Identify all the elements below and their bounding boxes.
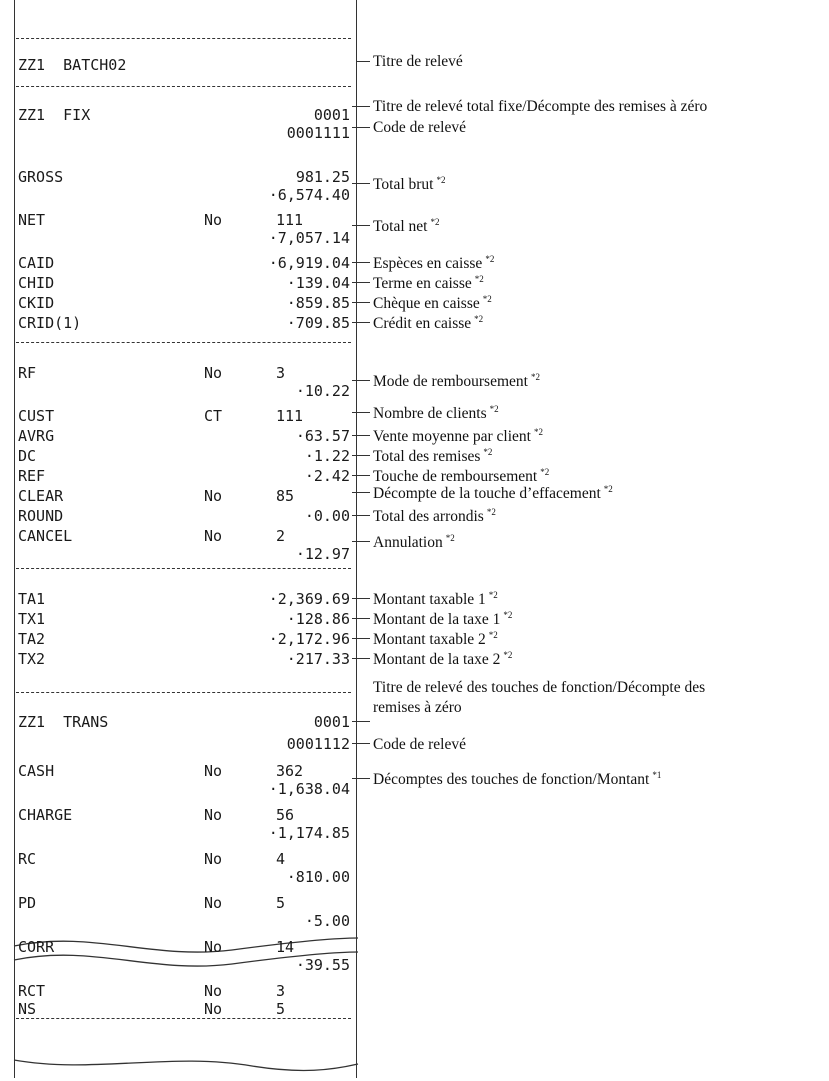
footnote-mark: *2 [533, 427, 543, 437]
leader-line [352, 778, 370, 779]
leader-line [352, 282, 370, 283]
footnote-mark: *2 [503, 650, 513, 660]
leader-line [352, 322, 370, 323]
round-value: ·0.00 [304, 507, 350, 525]
footnote-mark: *2 [482, 294, 492, 304]
tx1-value: ·128.86 [286, 610, 350, 628]
leader-line [352, 618, 370, 619]
net-no: No [204, 211, 223, 229]
separator [16, 1018, 351, 1019]
leader-line [352, 183, 370, 184]
fix-count: 0001 [313, 106, 350, 124]
cancel-value1: 2 [276, 527, 286, 545]
avrg-label: AVRG [18, 427, 55, 445]
cust-label: CUST [18, 407, 55, 425]
leader-line [352, 541, 370, 542]
charge-value2: ·1,174.85 [268, 824, 350, 842]
footnote-mark: *2 [530, 372, 540, 382]
leader-line [352, 455, 370, 456]
fix-title: ZZ1 FIX [18, 106, 91, 124]
net-value1: 111 [276, 211, 304, 229]
rct-label: RCT [18, 982, 46, 1000]
leader-line [352, 721, 370, 722]
clear-no: No [204, 487, 223, 505]
annotation-refund-mode [373, 373, 540, 390]
receipt-left-edge [14, 0, 15, 1078]
pd-value2: ·5.00 [304, 912, 350, 930]
cancel-label: CANCEL [18, 527, 73, 545]
separator [16, 692, 351, 693]
footnote-mark: *2 [436, 175, 446, 185]
fix-code: 0001111 [286, 124, 350, 142]
cust-value: 111 [276, 407, 304, 425]
report-title: ZZ1 BATCH02 [18, 56, 127, 74]
annotation-net-text: Total net [373, 218, 428, 236]
ref-value: ·2.42 [304, 467, 350, 485]
charge-value1: 56 [276, 806, 295, 824]
caid-value: ·6,919.04 [268, 254, 350, 272]
leader-line [352, 598, 370, 599]
annotation-code-2: Code de relevé [373, 736, 466, 753]
ckid-label: CKID [18, 294, 55, 312]
ta2-label: TA2 [18, 630, 46, 648]
ckid-value: ·859.85 [286, 294, 350, 312]
ns-value: 5 [276, 1000, 286, 1018]
clear-value: 85 [276, 487, 295, 505]
tx2-label: TX2 [18, 650, 46, 668]
clear-label: CLEAR [18, 487, 64, 505]
footnote-mark: *2 [488, 630, 498, 640]
annotation-discounts-text: Total des remises [373, 448, 481, 466]
annotation-taxable1-text: Montant taxable 1 [373, 591, 486, 609]
leader-line [352, 127, 370, 128]
annotation-customers [373, 405, 499, 422]
leader-line [352, 380, 370, 381]
annotation-clear-count-text: Décompte de la touche d’effacement [373, 485, 601, 503]
leader-line [352, 475, 370, 476]
footnote-mark: *2 [486, 507, 496, 517]
annotation-credit-in-text: Crédit en caisse [373, 315, 472, 333]
annotation-cancel [373, 534, 455, 551]
rc-no: No [204, 850, 223, 868]
trans-count: 0001 [313, 713, 350, 731]
footnote-mark: *2 [483, 447, 493, 457]
annotation-code: Code de relevé [373, 119, 466, 136]
gross-label: GROSS [18, 168, 64, 186]
rc-label: RC [18, 850, 37, 868]
footnote-mark: *2 [489, 404, 499, 414]
cash-value2: ·1,638.04 [268, 780, 350, 798]
tx1-label: TX1 [18, 610, 46, 628]
corr-value2: ·39.55 [295, 956, 350, 974]
ns-label: NS [18, 1000, 37, 1018]
annotation-func-title-2: remises à zéro [373, 699, 462, 716]
footnote-mark: *2 [474, 314, 484, 324]
leader-line [352, 302, 370, 303]
leader-line [352, 412, 370, 413]
leader-line [352, 492, 370, 493]
footnote-mark: *2 [445, 533, 455, 543]
cancel-no: No [204, 527, 223, 545]
cancel-value2: ·12.97 [295, 545, 350, 563]
annotation-rounding-text: Total des arrondis [373, 508, 484, 526]
footnote-mark: *2 [488, 590, 498, 600]
annotation-tax2 [373, 651, 512, 668]
leader-line [352, 743, 370, 744]
annotation-check-in [373, 295, 492, 312]
rf-value1: 3 [276, 364, 286, 382]
annotation-tax1 [373, 611, 512, 628]
rct-value: 3 [276, 982, 286, 1000]
annotation-tax1-text: Montant de la taxe 1 [373, 611, 501, 629]
separator [16, 342, 351, 343]
rf-value2: ·10.22 [295, 382, 350, 400]
net-label: NET [18, 211, 46, 229]
rf-label: RF [18, 364, 37, 382]
gross-value2: ·6,574.40 [268, 186, 350, 204]
annotation-customers-text: Nombre de clients [373, 405, 487, 423]
torn-bottom [12, 1040, 362, 1080]
annotation-func-counts-text: Décomptes des touches de fonction/Montant [373, 771, 650, 789]
annotation-func-counts [373, 771, 661, 788]
cash-value1: 362 [276, 762, 304, 780]
gross-value1: 981.25 [295, 168, 350, 186]
charge-no: No [204, 806, 223, 824]
annotation-cash-in-text: Espèces en caisse [373, 255, 483, 273]
annotation-rounding [373, 508, 496, 525]
leader-line [352, 435, 370, 436]
annotation-func-title-1: Titre de relevé des touches de fonction/Décompte des [373, 679, 706, 696]
receipt-right-edge [356, 0, 357, 1078]
caid-label: CAID [18, 254, 55, 272]
annotation-discounts [373, 448, 492, 465]
corr-no: No [204, 938, 223, 956]
leader-line [352, 106, 370, 107]
annotation-avg-sale [373, 428, 543, 445]
trans-code: 0001112 [286, 735, 350, 753]
separator [16, 38, 351, 39]
rf-no: No [204, 364, 223, 382]
annotation-refund-mode-text: Mode de remboursement [373, 373, 528, 391]
cash-no: No [204, 762, 223, 780]
annotation-gross-text: Total brut [373, 176, 434, 194]
footnote-mark: *2 [474, 274, 484, 284]
chid-label: CHID [18, 274, 55, 292]
ref-label: REF [18, 467, 46, 485]
crid-label: CRID(1) [18, 314, 82, 332]
annotation-taxable2-text: Montant taxable 2 [373, 631, 486, 649]
cust-ct: CT [204, 407, 223, 425]
leader-line [352, 658, 370, 659]
annotation-refund-key [373, 468, 549, 485]
net-value2: ·7,057.14 [268, 229, 350, 247]
annotation-cash-in [373, 255, 494, 272]
trans-title: ZZ1 TRANS [18, 713, 109, 731]
annotation-net [373, 218, 439, 235]
annotation-charge-in [373, 275, 484, 292]
ns-no: No [204, 1000, 223, 1018]
annotation-title: Titre de relevé [373, 53, 463, 70]
dc-value: ·1.22 [304, 447, 350, 465]
footnote-mark: *2 [603, 484, 613, 494]
tx2-value: ·217.33 [286, 650, 350, 668]
annotation-gross [373, 176, 445, 193]
footnote-mark: *1 [652, 770, 662, 780]
leader-line [352, 638, 370, 639]
ta1-label: TA1 [18, 590, 46, 608]
separator [16, 568, 351, 569]
annotation-taxable1 [373, 591, 498, 608]
corr-value1: 14 [276, 938, 295, 956]
dc-label: DC [18, 447, 37, 465]
avrg-value: ·63.57 [295, 427, 350, 445]
leader-line [356, 61, 370, 62]
annotation-charge-in-text: Terme en caisse [373, 275, 472, 293]
footnote-mark: *2 [503, 610, 513, 620]
charge-label: CHARGE [18, 806, 73, 824]
footnote-mark: *2 [430, 217, 440, 227]
leader-line [352, 262, 370, 263]
leader-line [352, 225, 370, 226]
ta2-value: ·2,172.96 [268, 630, 350, 648]
pd-label: PD [18, 894, 37, 912]
pd-value1: 5 [276, 894, 286, 912]
annotation-clear-count [373, 485, 613, 502]
annotation-credit-in [373, 315, 483, 332]
leader-line [352, 515, 370, 516]
annotation-check-in-text: Chèque en caisse [373, 295, 480, 313]
cash-label: CASH [18, 762, 55, 780]
annotation-fix-title: Titre de relevé total fixe/Décompte des remises à zéro [373, 98, 708, 115]
annotation-tax2-text: Montant de la taxe 2 [373, 651, 501, 669]
crid-value: ·709.85 [286, 314, 350, 332]
chid-value: ·139.04 [286, 274, 350, 292]
pd-no: No [204, 894, 223, 912]
rct-no: No [204, 982, 223, 1000]
footnote-mark: *2 [485, 254, 495, 264]
round-label: ROUND [18, 507, 64, 525]
corr-label: CORR [18, 938, 55, 956]
separator [16, 86, 351, 87]
rc-value2: ·810.00 [286, 868, 350, 886]
annotation-cancel-text: Annulation [373, 534, 443, 552]
annotation-taxable2 [373, 631, 498, 648]
annotation-avg-sale-text: Vente moyenne par client [373, 428, 531, 446]
footnote-mark: *2 [540, 467, 550, 477]
annotation-refund-key-text: Touche de remboursement [373, 468, 538, 486]
rc-value1: 4 [276, 850, 286, 868]
ta1-value: ·2,369.69 [268, 590, 350, 608]
